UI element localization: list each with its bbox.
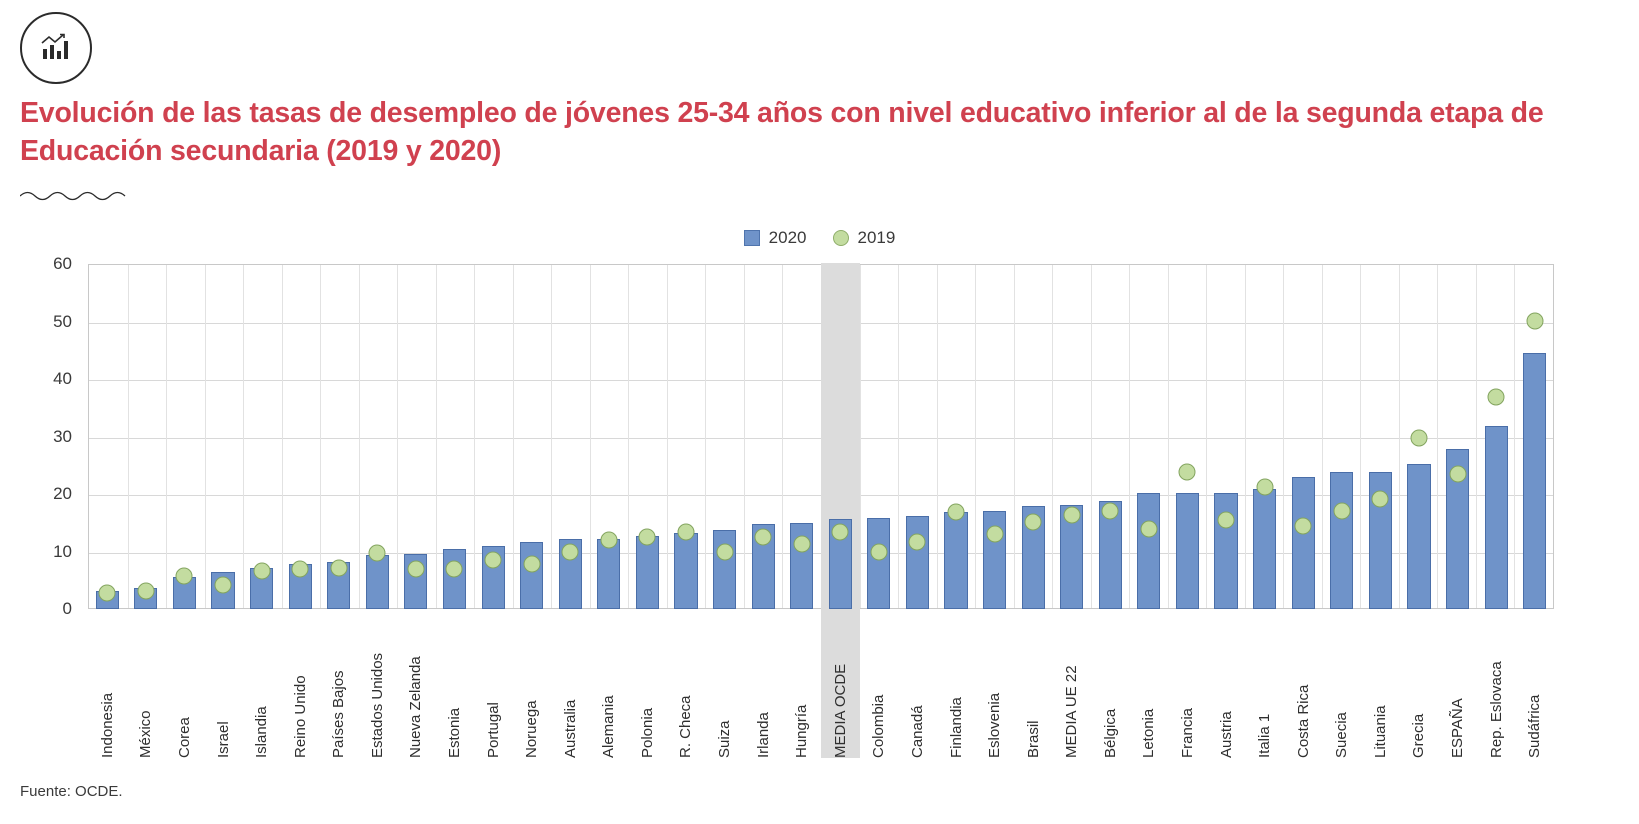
bar-2020 <box>636 536 659 609</box>
x-tick-label <box>860 614 899 764</box>
y-tick-label: 10 <box>53 541 72 561</box>
bar-column <box>1515 264 1554 609</box>
x-axis-labels <box>88 614 1554 764</box>
x-tick-label-text: MEDIA OCDE <box>831 663 849 758</box>
dot-2019 <box>948 503 965 520</box>
x-tick-label-text: Estados Unidos <box>368 652 386 758</box>
bar-2020 <box>1137 493 1160 609</box>
dot-2019 <box>1256 479 1273 496</box>
x-tick-label-text: Eslovenia <box>986 692 1004 758</box>
x-tick-label <box>975 614 1014 764</box>
bar-column <box>628 264 667 609</box>
x-tick-label <box>127 614 166 764</box>
bar-column <box>1361 264 1400 609</box>
dot-2019 <box>600 532 617 549</box>
x-tick-label <box>782 614 821 764</box>
x-tick-label <box>358 614 397 764</box>
bar-column <box>88 264 127 609</box>
x-tick-label-text: Islandia <box>253 706 271 758</box>
legend-label-2020: 2020 <box>768 228 807 247</box>
legend-item-2020 <box>744 228 807 248</box>
x-tick-label <box>898 614 937 764</box>
x-tick-label <box>1014 614 1053 764</box>
dot-2019 <box>1488 388 1505 405</box>
bar-column <box>1477 264 1516 609</box>
bar-2020 <box>1330 472 1353 609</box>
x-tick-label-text: Australia <box>561 699 579 758</box>
bar-2020 <box>366 555 389 609</box>
x-tick-label <box>937 614 976 764</box>
bar-2020 <box>1407 464 1430 609</box>
x-tick-label-text: Sudáfrica <box>1526 694 1544 758</box>
bar-column <box>975 264 1014 609</box>
dot-2019 <box>1372 491 1389 508</box>
dot-2019 <box>446 561 463 578</box>
x-tick-label-text: Irlanda <box>754 712 772 758</box>
x-tick-label <box>744 614 783 764</box>
bar-2020 <box>1523 353 1546 609</box>
y-tick-label: 40 <box>53 369 72 388</box>
x-tick-label-text: Colombia <box>870 694 888 758</box>
x-tick-label-text: Francia <box>1178 707 1196 758</box>
y-tick-label: 0 <box>62 599 72 618</box>
dot-2019 <box>1449 466 1466 483</box>
dot-2019 <box>793 536 810 553</box>
dot-2019 <box>1025 514 1042 531</box>
bar-column <box>898 264 937 609</box>
source-note: Fuente: OCDE. <box>20 783 123 800</box>
dot-2019 <box>253 563 270 580</box>
bar-2020 <box>944 512 967 609</box>
bar-column <box>1091 264 1130 609</box>
bar-column <box>127 264 166 609</box>
x-tick-label <box>512 614 551 764</box>
chart-legend <box>0 228 1639 248</box>
x-tick-label <box>590 614 629 764</box>
bar-2020 <box>1485 426 1508 609</box>
chart-area <box>20 254 1620 758</box>
bar-2020 <box>674 533 697 609</box>
dot-2019 <box>137 583 154 600</box>
x-tick-label <box>628 614 667 764</box>
x-tick-label <box>474 614 513 764</box>
bar-column <box>1014 264 1053 609</box>
bar-2020 <box>906 516 929 609</box>
x-tick-label-text: Hungría <box>793 704 811 758</box>
bar-column <box>474 264 513 609</box>
y-tick-label: 50 <box>53 311 72 331</box>
x-tick-label <box>551 614 590 764</box>
bar-2020 <box>520 542 543 609</box>
y-tick-label: 20 <box>53 484 72 503</box>
bar-chart-logo-icon <box>20 12 92 84</box>
bar-2020 <box>1253 489 1276 609</box>
bar-2020 <box>1292 477 1315 609</box>
dot-2019 <box>330 560 347 577</box>
dot-2019 <box>1063 506 1080 523</box>
dot-2019 <box>1410 430 1427 447</box>
bar-column <box>1438 264 1477 609</box>
squiggle-divider-icon <box>20 188 140 204</box>
x-tick-label-text: Finlandia <box>947 697 965 758</box>
legend-item-2019 <box>833 228 896 248</box>
dot-2019 <box>1333 503 1350 520</box>
x-tick-label-text: Noruega <box>523 700 541 758</box>
x-tick-label-text: Canadá <box>908 705 926 758</box>
bar-column <box>397 264 436 609</box>
bar-column <box>1168 264 1207 609</box>
dot-2019 <box>369 545 386 562</box>
x-tick-label-text: Alemania <box>600 695 618 758</box>
dot-2019 <box>215 576 232 593</box>
dot-2019 <box>1218 512 1235 529</box>
dot-2019 <box>677 523 694 540</box>
bar-2020 <box>597 539 620 609</box>
bar-column <box>319 264 358 609</box>
x-tick-label <box>397 614 436 764</box>
x-tick-label-text: Brasil <box>1024 720 1042 758</box>
bar-column <box>242 264 281 609</box>
bar-column <box>1245 264 1284 609</box>
x-tick-label <box>88 614 127 764</box>
x-tick-label-text: Polonia <box>638 707 656 758</box>
x-tick-label <box>705 614 744 764</box>
bar-2020 <box>1214 493 1237 609</box>
bar-column <box>1207 264 1246 609</box>
x-tick-label <box>821 614 860 764</box>
bar-2020 <box>443 549 466 609</box>
bar-column <box>590 264 629 609</box>
x-tick-label <box>1052 614 1091 764</box>
x-tick-label-text: ESPAÑA <box>1449 698 1467 758</box>
bar-column <box>705 264 744 609</box>
x-tick-label <box>667 614 706 764</box>
dot-2019 <box>292 560 309 577</box>
x-tick-label <box>1091 614 1130 764</box>
x-tick-label <box>1400 614 1439 764</box>
dot-2019 <box>832 523 849 540</box>
dot-2019 <box>485 551 502 568</box>
dot-2019 <box>639 528 656 545</box>
x-tick-label-text: Suiza <box>716 720 734 758</box>
page-title: Evolución de las tasas de desempleo de jóvenes 25-34 años con nivel educativo inferior al de la segunda etapa de Educación secundaria (2019 y 2020) <box>20 97 1544 167</box>
dot-2019 <box>909 534 926 551</box>
bar-column <box>204 264 243 609</box>
y-axis-labels <box>20 254 80 618</box>
bar-column <box>782 264 821 609</box>
x-tick-label-text: Letonia <box>1140 708 1158 758</box>
x-tick-label <box>1477 614 1516 764</box>
x-tick-label-text: Nueva Zelanda <box>407 656 425 758</box>
x-tick-label-text: MEDIA UE 22 <box>1063 665 1081 758</box>
bar-column <box>281 264 320 609</box>
x-tick-label <box>1130 614 1169 764</box>
bar-2020 <box>867 518 890 609</box>
x-tick-label <box>1207 614 1246 764</box>
x-tick-label-text: Bélgica <box>1101 708 1119 758</box>
x-tick-label-text: Italia 1 <box>1256 713 1274 758</box>
x-tick-label-text: Estonia <box>445 707 463 758</box>
dot-2019 <box>716 544 733 561</box>
dot-2019 <box>1140 520 1157 537</box>
x-tick-label <box>1168 614 1207 764</box>
x-tick-label <box>242 614 281 764</box>
bar-column <box>1400 264 1439 609</box>
x-tick-label <box>1361 614 1400 764</box>
x-tick-label-text: Lituania <box>1371 705 1389 758</box>
x-tick-label <box>1323 614 1362 764</box>
bar-column <box>358 264 397 609</box>
x-tick-label <box>281 614 320 764</box>
dot-2019 <box>986 526 1003 543</box>
y-tick-label: 30 <box>53 426 72 446</box>
x-tick-label <box>435 614 474 764</box>
x-tick-label-text: Indonesia <box>98 692 116 758</box>
x-tick-label-text: R. Checa <box>677 695 695 758</box>
x-tick-label <box>165 614 204 764</box>
bar-column <box>1130 264 1169 609</box>
x-tick-label-text: México <box>137 710 155 758</box>
dot-2019 <box>562 543 579 560</box>
bar-column <box>435 264 474 609</box>
x-tick-label-text: Corea <box>175 717 193 758</box>
y-tick-label: 60 <box>53 254 72 273</box>
x-tick-label-text: Reino Unido <box>291 675 309 758</box>
bar-column <box>1323 264 1362 609</box>
legend-bar-swatch-icon <box>744 230 760 246</box>
dot-2019 <box>523 555 540 572</box>
x-tick-label-text: Austria <box>1217 711 1235 758</box>
dot-2019 <box>407 560 424 577</box>
dot-2019 <box>176 568 193 585</box>
bar-column <box>860 264 899 609</box>
bar-2020 <box>713 530 736 609</box>
dot-2019 <box>870 543 887 560</box>
legend-dot-swatch-icon <box>833 230 849 246</box>
x-tick-label-text: Portugal <box>484 702 502 758</box>
bar-column <box>512 264 551 609</box>
x-tick-label-text: Rep. Eslovaca <box>1487 661 1505 758</box>
x-tick-label <box>1245 614 1284 764</box>
bar-column <box>744 264 783 609</box>
bar-column <box>1052 264 1091 609</box>
bar-2020 <box>1176 493 1199 609</box>
dot-2019 <box>1526 312 1543 329</box>
legend-label-2019: 2019 <box>857 228 896 247</box>
x-tick-label-text: Suecia <box>1333 712 1351 758</box>
x-tick-label <box>319 614 358 764</box>
dot-2019 <box>755 528 772 545</box>
x-tick-label <box>1515 614 1554 764</box>
x-tick-label-text: Costa Rica <box>1294 684 1312 758</box>
dot-2019 <box>1102 503 1119 520</box>
bars-layer <box>88 264 1554 609</box>
bar-column <box>821 264 860 609</box>
bar-column <box>667 264 706 609</box>
x-tick-label-text: Israel <box>214 721 232 758</box>
x-tick-label-text: Grecia <box>1410 713 1428 758</box>
x-tick-label <box>1284 614 1323 764</box>
bar-column <box>165 264 204 609</box>
x-tick-label <box>204 614 243 764</box>
bar-column <box>937 264 976 609</box>
bar-column <box>1284 264 1323 609</box>
dot-2019 <box>1295 517 1312 534</box>
bar-column <box>551 264 590 609</box>
x-tick-label <box>1438 614 1477 764</box>
x-tick-label-text: Países Bajos <box>330 670 348 758</box>
dot-2019 <box>99 585 116 602</box>
dot-2019 <box>1179 463 1196 480</box>
